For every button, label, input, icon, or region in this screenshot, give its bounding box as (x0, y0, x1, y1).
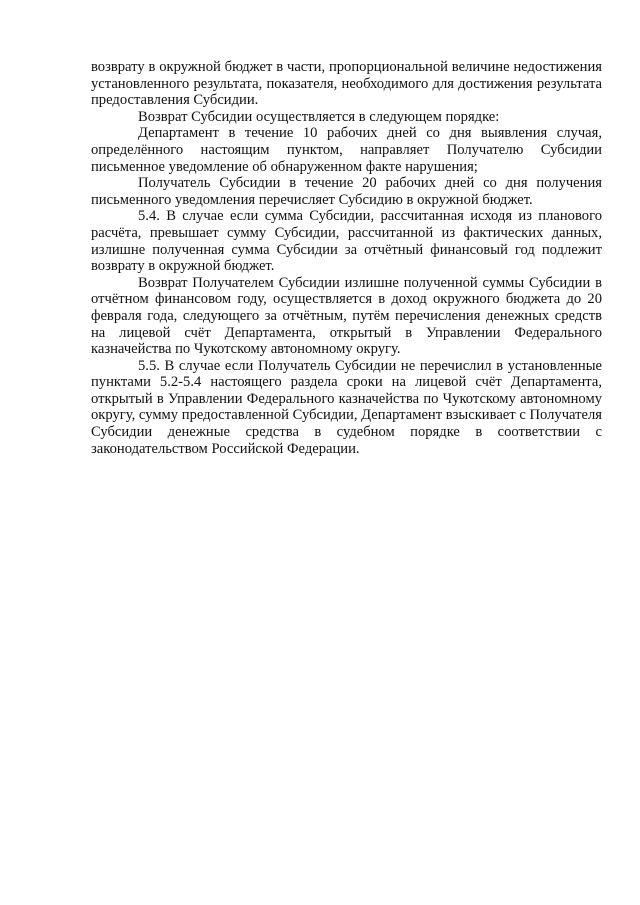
paragraph-clause-5-5: 5.5. В случае если Получатель Субсидии не перечислил в установленные пунктами 5.2-5.4 настоящего раздела сроки на лицевой счёт Департамента, открытый в Управлении Федерального казначейства по Чукотскому автономному округу, сумму предоставленной Субсидии, Департамент взыскивает с Получателя Субсидии денежные средства в судебном порядке в соответствии с законодательством Российской Федерации. (91, 357, 602, 457)
paragraph-department-notice: Департамент в течение 10 рабочих дней со дня выявления случая, определённого настоящим пунктом, направляет Получателю Субсидии письменное уведомление об обнаруженном факте нарушения; (91, 125, 602, 175)
paragraph-return-procedure: Возврат Субсидии осуществляется в следующем порядке: (138, 108, 500, 125)
paragraph-excess-return: Возврат Получателем Субсидии излишне полученной суммы Субсидии в отчётном финансовом году, осуществляется в доход окружного бюджета до 20 февраля года, следующего за отчётным, путём перечисления денежных средств на лицевой счёт Департамента, открытый в Управлении Федерального казначейства по Чукотскому автономному округу. (91, 274, 602, 358)
document-body (91, 59, 602, 457)
paragraph-clause-5-4: 5.4. В случае если сумма Субсидии, рассчитанная исходя из планового расчёта, превышает сумму Субсидии, рассчитанной из фактических данных, излишне полученная сумма Субсидии за отчётный финансовый год подлежит возврату в окружной бюджет. (91, 208, 602, 275)
paragraph-recipient-transfer: Получатель Субсидии в течение 20 рабочих дней со дня получения письменного уведомления перечисляет Субсидию в окружной бюджет. (91, 175, 602, 208)
paragraph-return-continuation: возврату в окружной бюджет в части, пропорциональной величине недостижения установленного результата, показателя, необходимого для достижения результата предоставления Субсидии. (91, 59, 602, 109)
